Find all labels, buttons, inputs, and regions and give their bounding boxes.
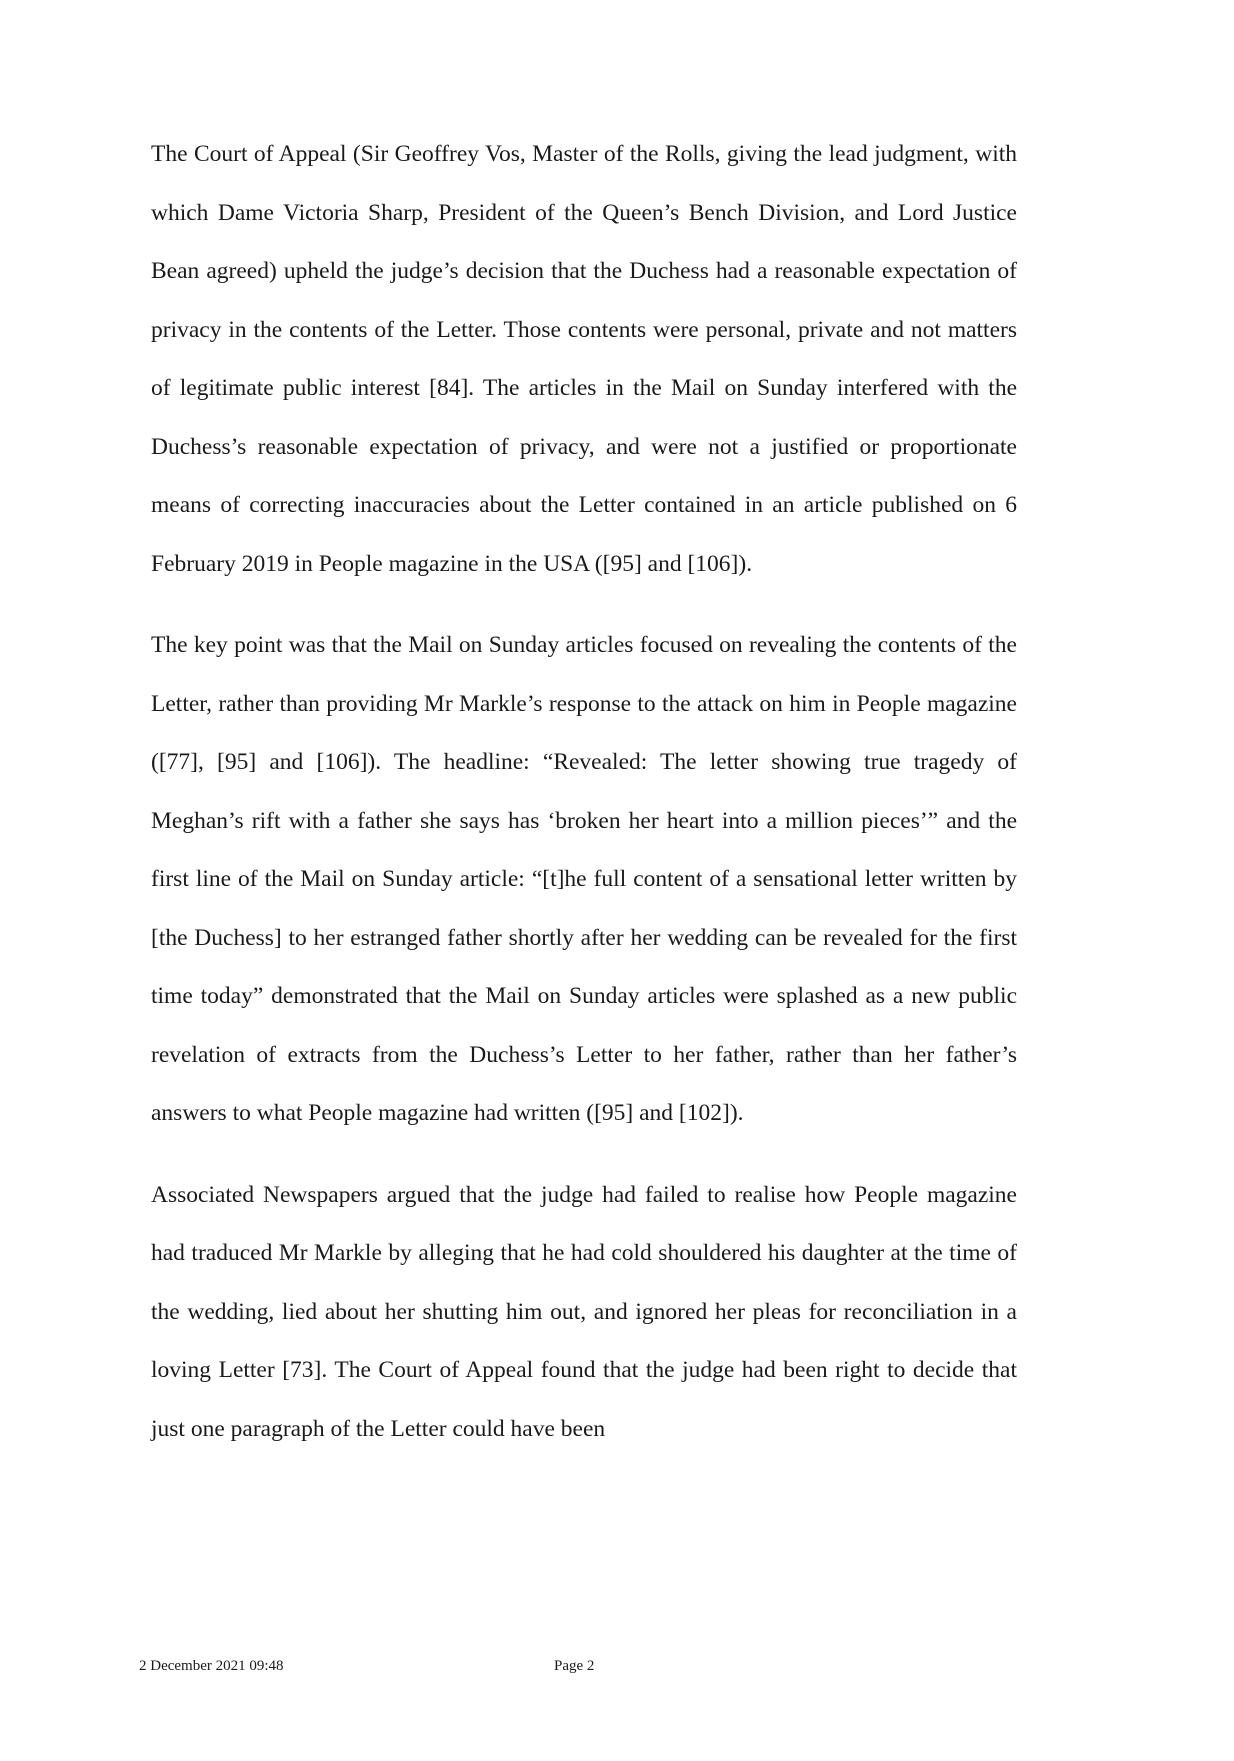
- footer-timestamp: 2 December 2021 09:48: [139, 1658, 284, 1674]
- paragraph-key-point: The key point was that the Mail on Sunday articles focused on revealing the contents of the Letter, rather than providing Mr Markle’s response to the attack on him in People magazine ([77], [95] and [106]). The headline: “Revealed: The letter showing true tragedy of Meghan’s rift with a father she says has ‘broken her heart into a million pieces’” and the first line of the Mail on Sunday article: “[t]he full content of a sensational letter written by [the Duchess] to her estranged father shortly after her wedding can be revealed for the first time today” demonstrated that the Mail on Sunday articles were splashed as a new public revelation of extracts from the Duchess’s Letter to her father, rather than her father’s answers to what People magazine had written ([95] and [102]).: [151, 632, 1017, 1126]
- footer-page-number: Page 2: [554, 1658, 595, 1674]
- document-body: [151, 125, 1017, 1458]
- paragraph-court-of-appeal-judgment: The Court of Appeal (Sir Geoffrey Vos, Master of the Rolls, giving the lead judgment, with which Dame Victoria Sharp, President of the Queen’s Bench Division, and Lord Justice Bean agreed) upheld the judge’s decision that the Duchess had a reasonable expectation of privacy in the contents of the Letter. Those contents were personal, private and not matters of legitimate public interest [84]. The articles in the Mail on Sunday interfered with the Duchess’s reasonable expectation of privacy, and were not a justified or proportionate means of correcting inaccuracies about the Letter contained in an article published on 6 February 2019 in People magazine in the USA ([95] and [106]).: [151, 141, 1017, 577]
- paragraph-associated-newspapers-argument: Associated Newspapers argued that the judge had failed to realise how People magazine had traduced Mr Markle by alleging that he had cold shouldered his daughter at the time of the wedding, lied about her shutting him out, and ignored her pleas for reconciliation in a loving Letter [73]. The Court of Appeal found that the judge had been right to decide that just one paragraph of the Letter could have been: [151, 1181, 1017, 1442]
